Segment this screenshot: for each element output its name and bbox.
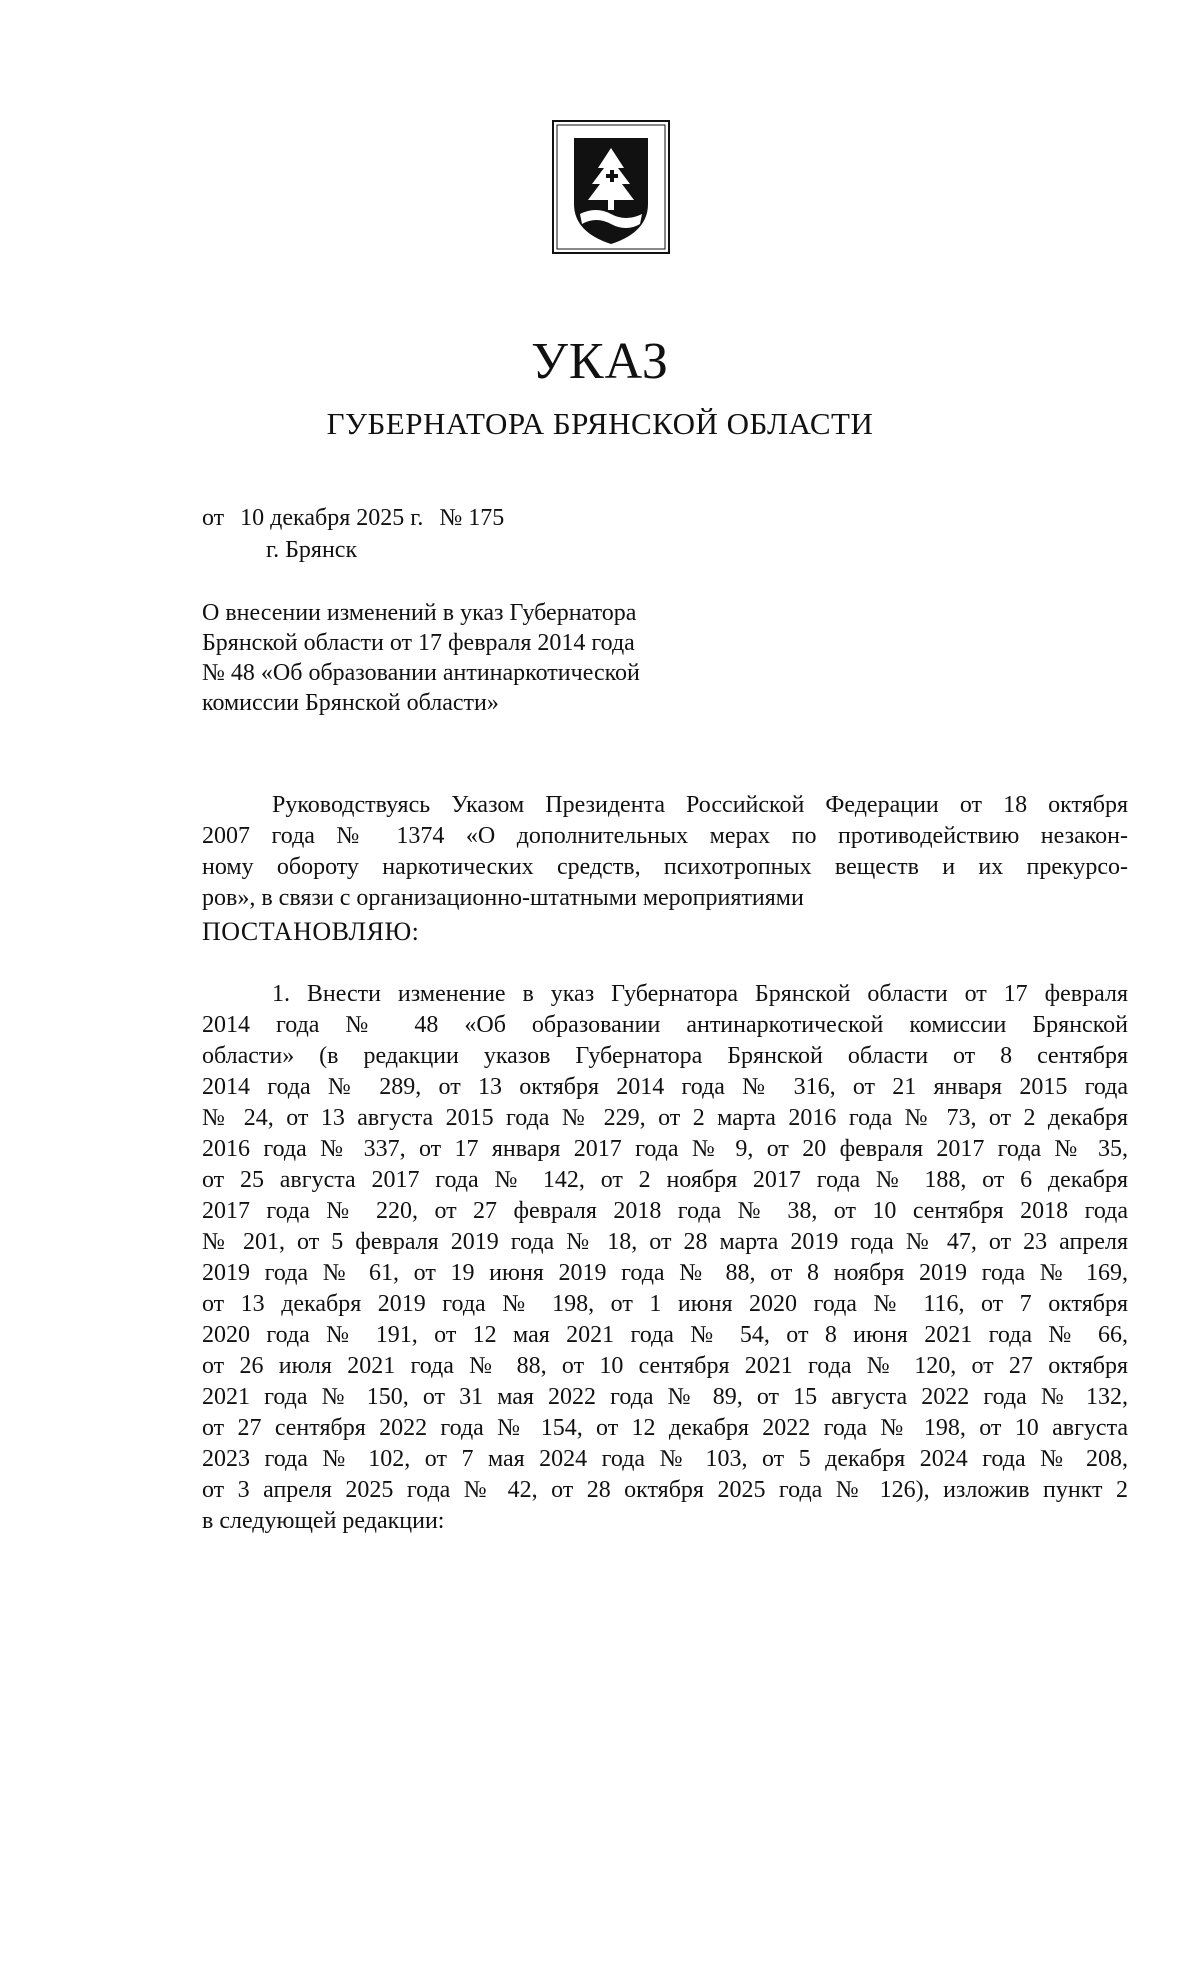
subject-line: Брянской области от 17 февраля 2014 года — [202, 630, 635, 656]
item-line: № 24, от 13 августа 2015 года № 229, от 2 марта 2016 года № 73, от 2 декабря — [202, 1105, 1128, 1131]
subject-line: комиссии Брянской области» — [202, 690, 499, 716]
preamble-paragraph — [202, 790, 1128, 914]
item-line: 1. Внести изменение в указ Губернатора Брянской области от 17 февраля — [272, 981, 1128, 1007]
item-line: от 26 июля 2021 года № 88, от 10 сентября 2021 года № 120, от 27 октября — [202, 1353, 1128, 1379]
subject-line: № 48 «Об образовании антинаркотической — [202, 660, 640, 686]
item-line: от 13 декабря 2019 года № 198, от 1 июня 2020 года № 116, от 7 октября — [202, 1291, 1128, 1317]
document-date: 10 декабря 2025 г. — [240, 505, 424, 531]
item-line: № 201, от 5 февраля 2019 года № 18, от 28 марта 2019 года № 47, от 23 апреля — [202, 1229, 1128, 1255]
item-line: 2017 года № 220, от 27 февраля 2018 года № 38, от 10 сентября 2018 года — [202, 1198, 1128, 1224]
preamble-line: Руководствуясь Указом Президента Российской Федерации от 18 октября — [272, 792, 1128, 818]
document-title: УКАЗ — [531, 333, 669, 390]
subject-line: О внесении изменений в указ Губернатора — [202, 600, 637, 626]
document-number: № 175 — [439, 505, 505, 531]
item-line: области» (в редакции указов Губернатора Брянской области от 8 сентября — [202, 1043, 1128, 1069]
item-line: 2020 года № 191, от 12 мая 2021 года № 54, от 8 июня 2021 года № 66, — [202, 1322, 1128, 1348]
item-line: 2014 года № 48 «Об образовании антинаркотической комиссии Брянской — [202, 1012, 1128, 1038]
preamble-line: 2007 года № 1374 «О дополнительных мерах по противодействию незакон- — [202, 823, 1128, 849]
preamble-line: ному обороту наркотических средств, психотропных веществ и их прекурсо- — [202, 854, 1128, 880]
item-line: 2019 года № 61, от 19 июня 2019 года № 88, от 8 ноября 2019 года № 169, — [202, 1260, 1128, 1286]
item-line: 2014 года № 289, от 13 октября 2014 года № 316, от 21 января 2015 года — [202, 1074, 1128, 1100]
item-line: в следующей редакции: — [202, 1508, 445, 1534]
coat-of-arms-emblem — [552, 120, 670, 254]
item-line: 2021 года № 150, от 31 мая 2022 года № 89, от 15 августа 2022 года № 132, — [202, 1384, 1128, 1410]
document-meta — [202, 502, 504, 566]
item-line: от 25 августа 2017 года № 142, от 2 ноября 2017 года № 188, от 6 декабря — [202, 1167, 1128, 1193]
item-line: 2016 года № 337, от 17 января 2017 года № 9, от 20 февраля 2017 года № 35, — [202, 1136, 1128, 1162]
document-subject — [202, 598, 762, 718]
item-line: от 27 сентября 2022 года № 154, от 12 декабря 2022 года № 198, от 10 августа — [202, 1415, 1128, 1441]
document-issuer: ГУБЕРНАТОРА БРЯНСКОЙ ОБЛАСТИ — [326, 406, 874, 441]
document-city: г. Брянск — [266, 537, 358, 563]
item-1-paragraph — [202, 979, 1128, 1537]
decree-word: ПОСТАНОВЛЯЮ: — [202, 917, 420, 946]
item-line: 2023 года № 102, от 7 мая 2024 года № 103, от 5 декабря 2024 года № 208, — [202, 1446, 1128, 1472]
date-prefix: от — [202, 505, 225, 531]
preamble-line: ров», в связи с организационно-штатными мероприятиями — [202, 885, 804, 911]
item-line: от 3 апреля 2025 года № 42, от 28 октября 2025 года № 126), изложив пункт 2 — [202, 1477, 1128, 1503]
